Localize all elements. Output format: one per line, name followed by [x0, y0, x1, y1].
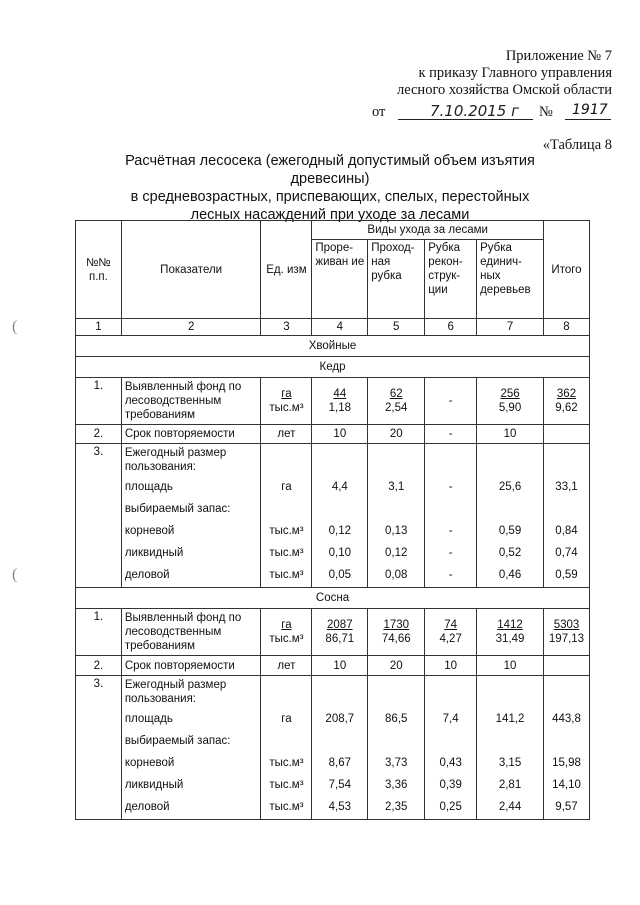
cell: 141,2 3,15 2,81 2,44	[477, 676, 544, 820]
table-row	[76, 378, 590, 425]
row-unit: га тыс.м³	[261, 378, 312, 425]
cell	[544, 656, 590, 676]
table-label: «Таблица 8	[542, 137, 612, 153]
cell: 86,5 3,73 3,36 2,35	[368, 676, 425, 820]
order-line: к приказу Главного управления	[418, 65, 612, 81]
cell: 362 9,62	[544, 378, 590, 425]
cell: 2087 86,71	[312, 609, 368, 656]
cell: 4,4 0,12 0,10 0,05	[312, 444, 368, 588]
binder-mark-1: (	[12, 318, 18, 335]
row-num: 1.	[76, 378, 122, 425]
column-number-row	[76, 319, 590, 336]
cell: 62 2,54	[368, 378, 425, 425]
title-line-2: в средневозрастных, приспевающих, спелых, перестойных	[130, 189, 530, 205]
row-label: Срок повторяемости	[121, 656, 261, 676]
col-number: 6	[425, 319, 477, 336]
header-num: №№ п.п.	[76, 221, 122, 319]
row-num: 3.	[76, 676, 122, 820]
cell: 44 1,18	[312, 378, 368, 425]
cell: 10	[477, 656, 544, 676]
cell: -	[425, 425, 477, 444]
cell: 208,7 8,67 7,54 4,53	[312, 676, 368, 820]
cell: -	[425, 378, 477, 425]
col-number: 7	[477, 319, 544, 336]
row-num: 1.	[76, 609, 122, 656]
col-number: 1	[76, 319, 122, 336]
title-line-1: Расчётная лесосека (ежегодный допустимый объем изъятия древесины)	[125, 153, 535, 187]
cell: 10	[312, 656, 368, 676]
header-passing-cut: Проход-ная рубка	[368, 240, 425, 319]
cell: 25,6 0,59 0,52 0,46	[477, 444, 544, 588]
row-unit: лет	[261, 425, 312, 444]
col-number: 3	[261, 319, 312, 336]
cell: 10	[312, 425, 368, 444]
cell	[544, 425, 590, 444]
header-care-types: Виды ухода за лесами	[312, 221, 544, 240]
row-num: 2.	[76, 656, 122, 676]
cell: 10	[477, 425, 544, 444]
row-label: Ежегодный размер пользования: площадь выбираемый запас: корневой ликвидный деловой	[121, 676, 261, 820]
row-unit: лет	[261, 656, 312, 676]
header-indicators: Показатели	[121, 221, 261, 319]
row-unit: га тыс.м³ тыс.м³ тыс.м³	[261, 444, 312, 588]
table-row	[76, 656, 590, 676]
header-unit: Ед. изм	[261, 221, 312, 319]
header-total: Итого	[544, 221, 590, 319]
col-number: 8	[544, 319, 590, 336]
binder-mark-2: (	[12, 566, 18, 583]
header-single-tree-cut: Рубка единич-ных деревьев	[477, 240, 544, 319]
number-label: №	[539, 104, 553, 120]
handwritten-date: 7.10.2015 г	[430, 102, 519, 120]
cell: 33,1 0,84 0,74 0,59	[544, 444, 590, 588]
row-label: Выявленный фонд по лесоводственным требованиям	[121, 609, 261, 656]
cell: 10	[425, 656, 477, 676]
row-num: 2.	[76, 425, 122, 444]
title-line-3: лесных насаждений при уходе за лесами	[190, 207, 470, 223]
document-title	[95, 152, 565, 224]
row-unit: га тыс.м³ тыс.м³ тыс.м³	[261, 676, 312, 820]
cell: 5303 197,13	[544, 609, 590, 656]
species-kedr: Кедр	[76, 357, 590, 378]
cell: 1730 74,66	[368, 609, 425, 656]
cell: 443,8 15,98 14,10 9,57	[544, 676, 590, 820]
date-number-line	[372, 104, 612, 124]
allowable-cut-table	[75, 220, 590, 820]
cell: 256 5,90	[477, 378, 544, 425]
row-label: Срок повторяемости	[121, 425, 261, 444]
table-row	[76, 609, 590, 656]
number-underline	[565, 119, 611, 120]
cell: 1412 31,49	[477, 609, 544, 656]
date-prefix: от	[372, 104, 386, 120]
row-label: Ежегодный размер пользования: площадь выбираемый запас: корневой ликвидный деловой	[121, 444, 261, 588]
section-conifers: Хвойные	[76, 336, 590, 357]
cell: 20	[368, 425, 425, 444]
cell: 20	[368, 656, 425, 676]
col-number: 2	[121, 319, 261, 336]
table-row	[76, 676, 590, 820]
header-reconstruction-cut: Рубка рекон-струк-ции	[425, 240, 477, 319]
handwritten-number: 1917	[572, 102, 608, 118]
row-label: Выявленный фонд по лесоводственным требованиям	[121, 378, 261, 425]
table-row	[76, 425, 590, 444]
cell: 3,1 0,13 0,12 0,08	[368, 444, 425, 588]
table-row	[76, 444, 590, 588]
cell: - - - -	[425, 444, 477, 588]
species-sosna: Сосна	[76, 588, 590, 609]
row-unit: га тыс.м³	[261, 609, 312, 656]
col-number: 5	[368, 319, 425, 336]
cell: 74 4,27	[425, 609, 477, 656]
row-num: 3.	[76, 444, 122, 588]
header-thinning: Проре-живан ие	[312, 240, 368, 319]
col-number: 4	[312, 319, 368, 336]
appendix-line: Приложение № 7	[505, 48, 612, 64]
authority-line: лесного хозяйства Омской области	[396, 82, 612, 98]
cell: 7,4 0,43 0,39 0,25	[425, 676, 477, 820]
